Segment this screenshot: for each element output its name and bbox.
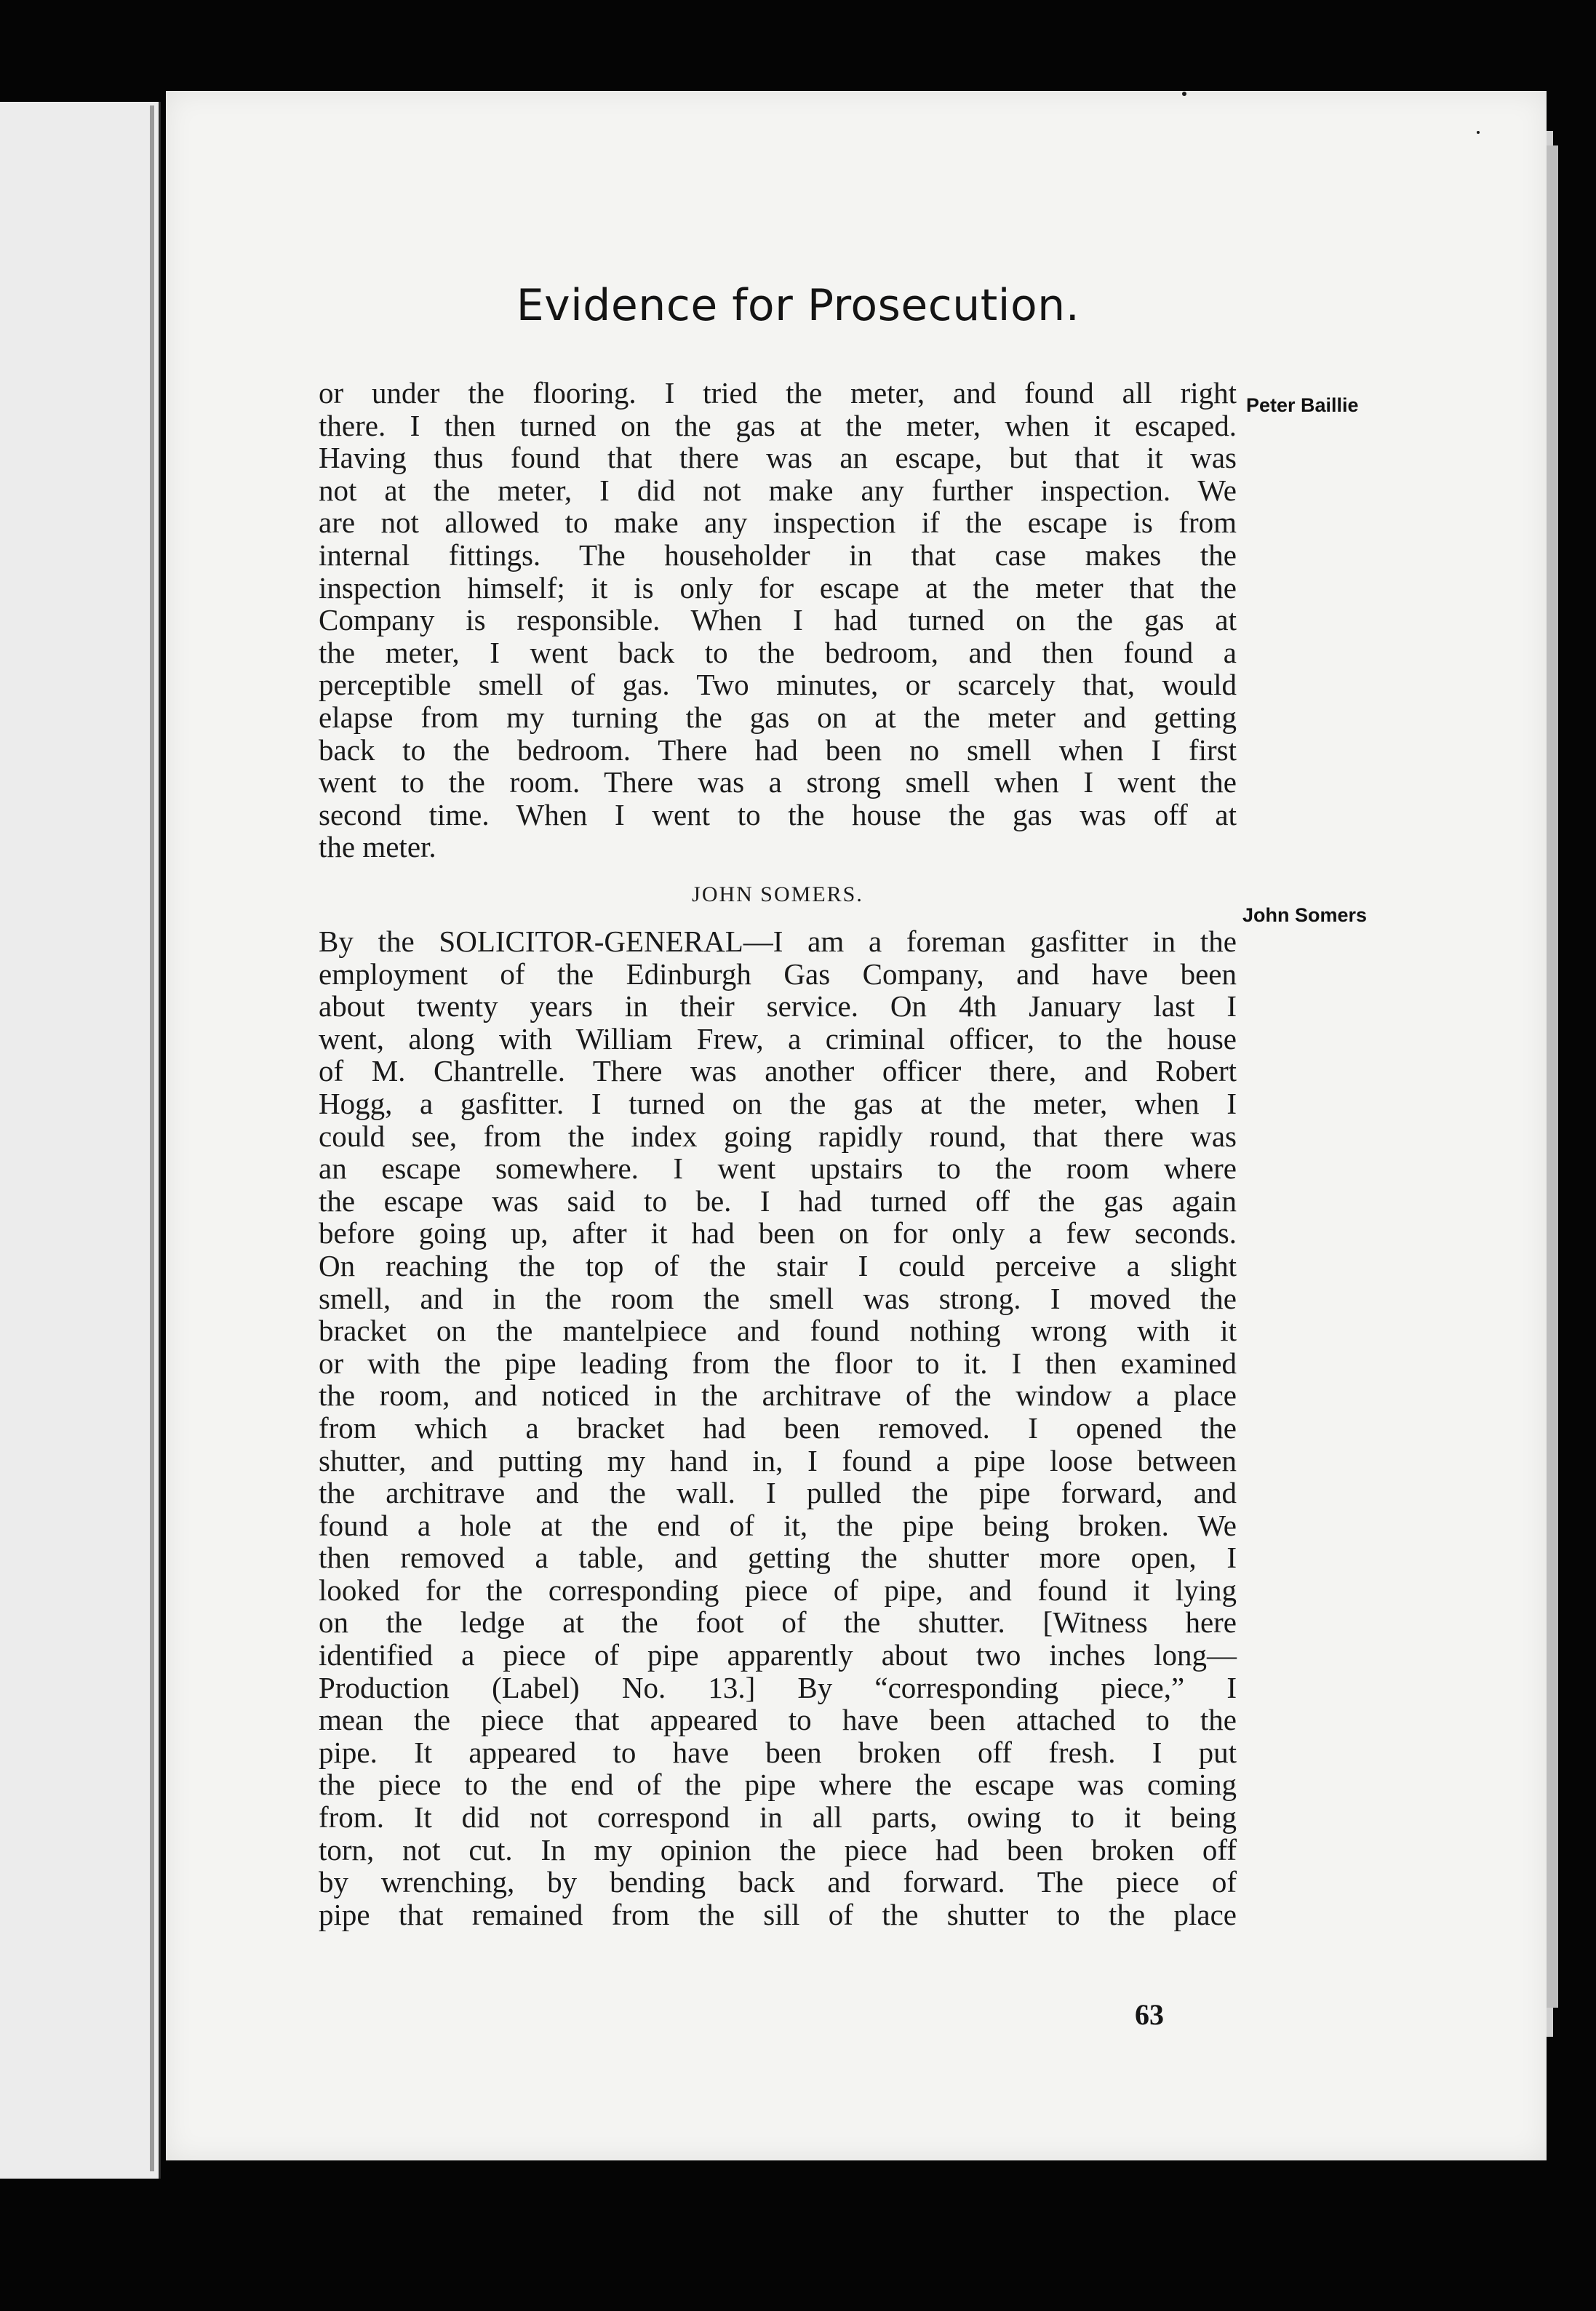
- text-line: smell, and in the room the smell was strong. I moved the: [319, 1281, 1237, 1315]
- text-line: back to the bedroom. There had been no smell when I first: [319, 733, 1237, 767]
- text-line: shutter, and putting my hand in, I found a pipe loose between: [319, 1443, 1237, 1477]
- witness-heading: JOHN SOMERS.: [692, 882, 863, 906]
- text-line: inspection himself; it is only for escape at the meter that the: [319, 570, 1237, 604]
- text-line: before going up, after it had been on for only a few seconds.: [319, 1216, 1237, 1250]
- text-line: of M. Chantrelle. There was another officer there, and Robert: [319, 1054, 1237, 1088]
- text-line: pipe that remained from the sill of the shutter to the place: [319, 1897, 1237, 1931]
- text-line: the escape was said to be. I had turned off the gas again: [319, 1184, 1237, 1218]
- text-line: then removed a table, and getting the shutter more open, I: [319, 1541, 1237, 1575]
- text-line: or with the pipe leading from the floor to it. I then examined: [319, 1346, 1237, 1380]
- text-line: second time. When I went to the house the gas was off at: [319, 797, 1237, 831]
- text-line: On reaching the top of the stair I could perceive a slight: [319, 1248, 1237, 1282]
- text-line: the architrave and the wall. I pulled the pipe forward, and: [319, 1476, 1237, 1510]
- text-line: are not allowed to make any inspection if the escape is from: [319, 506, 1237, 540]
- text-line: pipe. It appeared to have been broken off fresh. I put: [319, 1735, 1237, 1769]
- text-line: from which a bracket had been removed. I opened the: [319, 1410, 1237, 1445]
- text-line: an escape somewhere. I went upstairs to the room where: [319, 1151, 1237, 1186]
- text-line: looked for the corresponding piece of pipe, and found it lying: [319, 1573, 1237, 1607]
- text-line: Having thus found that there was an escape, but that it was: [319, 441, 1237, 475]
- text-line: perceptible smell of gas. Two minutes, or scarcely that, would: [319, 668, 1237, 702]
- scan-speck: [1182, 92, 1186, 96]
- text-line: Production (Label) No. 13.] By “corresponding piece,” I: [319, 1670, 1237, 1704]
- text-line: from. It did not correspond in all parts, owing to it being: [319, 1800, 1237, 1835]
- text-line: went to the room. There was a strong smell when I went the: [319, 765, 1237, 799]
- text-line: there. I then turned on the gas at the meter, when it escaped.: [319, 408, 1237, 442]
- text-line: the meter, I went back to the bedroom, and then found a: [319, 635, 1237, 669]
- text-line: torn, not cut. In my opinion the piece had been broken off: [319, 1832, 1237, 1867]
- text-line: found a hole at the end of it, the pipe being broken. We: [319, 1508, 1237, 1542]
- text-line: or under the flooring. I tried the meter, and found all right: [319, 376, 1237, 410]
- text-line: about twenty years in their service. On 4th January last I: [319, 989, 1237, 1023]
- text-line: elapse from my turning the gas on at the meter and getting: [319, 700, 1237, 734]
- margin-note-john-somers: John Somers: [1242, 904, 1368, 926]
- text-line: the piece to the end of the pipe where the escape was coming: [319, 1768, 1237, 1802]
- margin-note-peter-baillie: Peter Baillie: [1246, 394, 1359, 416]
- page-gutter: [150, 105, 154, 2171]
- text-line: Hogg, a gasfitter. I turned on the gas at the meter, when I: [319, 1086, 1237, 1120]
- text-line: on the ledge at the foot of the shutter. [Witness here: [319, 1605, 1237, 1640]
- text-line: Company is responsible. When I had turned on the gas at: [319, 603, 1237, 637]
- text-line: the meter.: [319, 830, 436, 864]
- continuation-paragraph: [319, 377, 1237, 863]
- page-title: Evidence for Prosecution.: [516, 280, 1080, 331]
- testimony-paragraph: [319, 925, 1237, 1931]
- text-line: identified a piece of pipe apparently about two inches long—: [319, 1638, 1237, 1672]
- scan-speck: [1477, 131, 1480, 134]
- text-line: by wrenching, by bending back and forward. The piece of: [319, 1865, 1237, 1899]
- text-line: went, along with William Frew, a criminal officer, to the house: [319, 1021, 1237, 1055]
- text-line: internal fittings. The householder in that case makes the: [319, 538, 1237, 572]
- text-line: employment of the Edinburgh Gas Company, and have been: [319, 957, 1237, 991]
- text-line: By the SOLICITOR-GENERAL—I am a foreman gasfitter in the: [319, 925, 1237, 958]
- text-line: not at the meter, I did not make any further inspection. We: [319, 473, 1237, 507]
- text-line: the room, and noticed in the architrave of the window a place: [319, 1378, 1237, 1413]
- left-facing-page: [0, 102, 161, 2179]
- text-line: mean the piece that appeared to have been attached to the: [319, 1703, 1237, 1737]
- text-line: could see, from the index going rapidly round, that there was: [319, 1119, 1237, 1153]
- text-line: bracket on the mantelpiece and found nothing wrong with it: [319, 1314, 1237, 1348]
- page-number: 63: [1135, 1998, 1164, 2031]
